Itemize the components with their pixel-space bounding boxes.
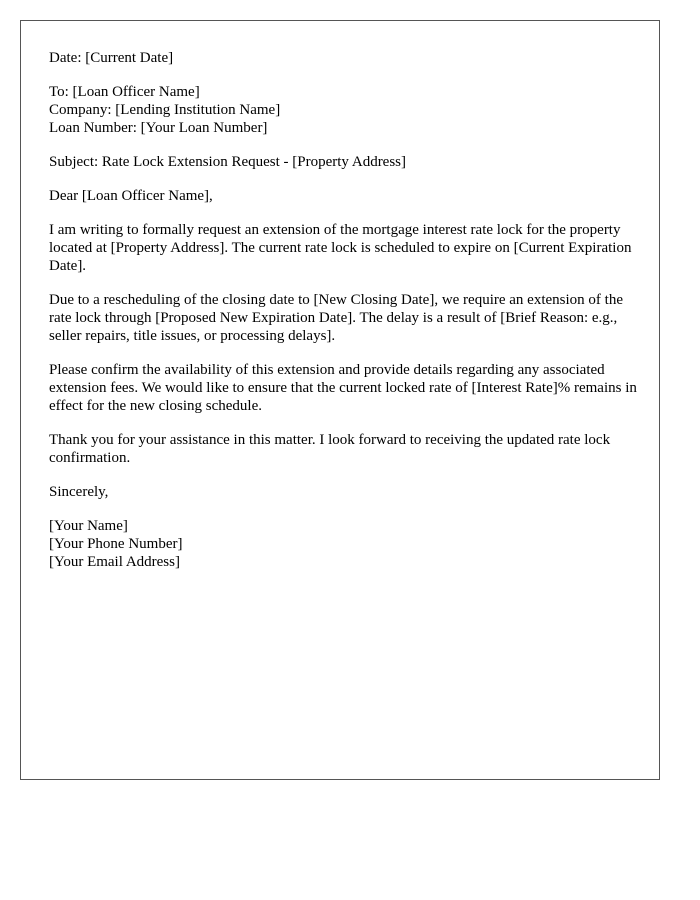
recipient-loan-number: Loan Number: [Your Loan Number] (49, 120, 268, 136)
signature-phone: [Your Phone Number] (49, 536, 183, 552)
recipient-to: To: [Loan Officer Name] (49, 84, 200, 100)
date-line: Date: [Current Date] (49, 50, 174, 66)
signature-block (49, 517, 639, 571)
letter-body (49, 49, 639, 587)
signature-email: [Your Email Address] (49, 554, 180, 570)
body-paragraph-3: Please confirm the availability of this extension and provide details regarding any associated extension fees. We would like to ensure that the current locked rate of [Interest Rate]% remains in effect for the new closing schedule. (49, 362, 637, 414)
body-paragraph-4: Thank you for your assistance in this matter. I look forward to receiving the updated rate lock confirmation. (49, 432, 611, 466)
body-paragraph-1: I am writing to formally request an extension of the mortgage interest rate lock for the property located at [Property Address]. The current rate lock is scheduled to expire on [Current Expiration Date]. (49, 222, 632, 274)
subject-line: Subject: Rate Lock Extension Request - [Property Address] (49, 154, 407, 170)
body-paragraph-2: Due to a rescheduling of the closing date to [New Closing Date], we require an extension of the rate lock through [Proposed New Expiration Date]. The delay is a result of [Brief Reason: e.g., seller repairs, title issues, or processing delays]. (49, 292, 623, 344)
signature-name: [Your Name] (49, 518, 128, 534)
letter-page (20, 20, 660, 780)
closing: Sincerely, (49, 484, 109, 500)
salutation: Dear [Loan Officer Name], (49, 188, 213, 204)
recipient-company: Company: [Lending Institution Name] (49, 102, 281, 118)
recipient-block (49, 83, 639, 137)
